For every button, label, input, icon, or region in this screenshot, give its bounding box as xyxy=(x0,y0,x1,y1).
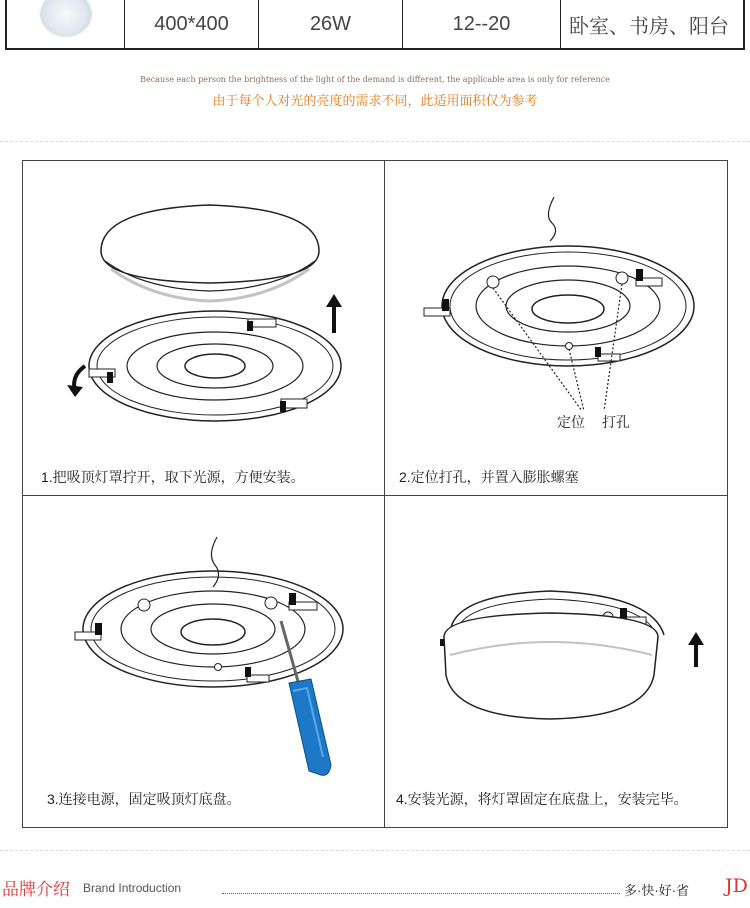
step-2-illustration xyxy=(384,161,729,495)
step-2-panel xyxy=(384,161,745,495)
spec-table-row xyxy=(5,0,745,50)
step-4-caption: 4.安装光源，将灯罩固定在底盘上，安装完毕。 xyxy=(396,791,688,807)
brand-title-english: Brand Introduction xyxy=(83,881,182,895)
note-english: Because each person the brightness of the light of the demand is different, the applicable area is only for reference xyxy=(140,75,610,84)
step-1-panel xyxy=(23,161,384,495)
label-locate: 定位 xyxy=(557,414,585,430)
label-drill: 打孔 xyxy=(602,414,630,430)
jd-slogan: 多·快·好·省 xyxy=(624,883,689,898)
step-2-caption: 2.定位打孔，并置入膨胀螺塞 xyxy=(399,469,579,485)
brand-title-chinese: 品牌介绍 xyxy=(2,880,70,899)
step-3-caption: 3.连接电源，固定吸顶灯底盘。 xyxy=(47,791,241,807)
note-chinese: 由于每个人对光的亮度的需求不同，此适用面积仅为参考 xyxy=(212,93,538,108)
step-4-illustration xyxy=(384,495,729,829)
spec-rooms: 卧室、书房、阳台 xyxy=(569,15,729,38)
divider-bottom xyxy=(0,850,750,851)
lamp-thumbnail xyxy=(41,0,91,36)
jd-logo: JD xyxy=(725,875,748,897)
step-1-illustration xyxy=(23,161,384,495)
step-3-panel xyxy=(23,495,384,829)
product-thumbnail-cell xyxy=(7,0,125,48)
footer-dotted-line xyxy=(222,893,620,894)
spec-power: 26W xyxy=(259,0,403,48)
spec-area: 12--20 xyxy=(403,0,561,48)
step-1-caption: 1.把吸顶灯罩拧开，取下光源，方便安装。 xyxy=(41,469,305,485)
installation-steps-grid xyxy=(22,160,728,828)
spec-size: 400*400 xyxy=(125,0,259,48)
step-3-illustration xyxy=(23,495,384,829)
divider xyxy=(0,141,750,142)
step-4-panel xyxy=(384,495,745,829)
